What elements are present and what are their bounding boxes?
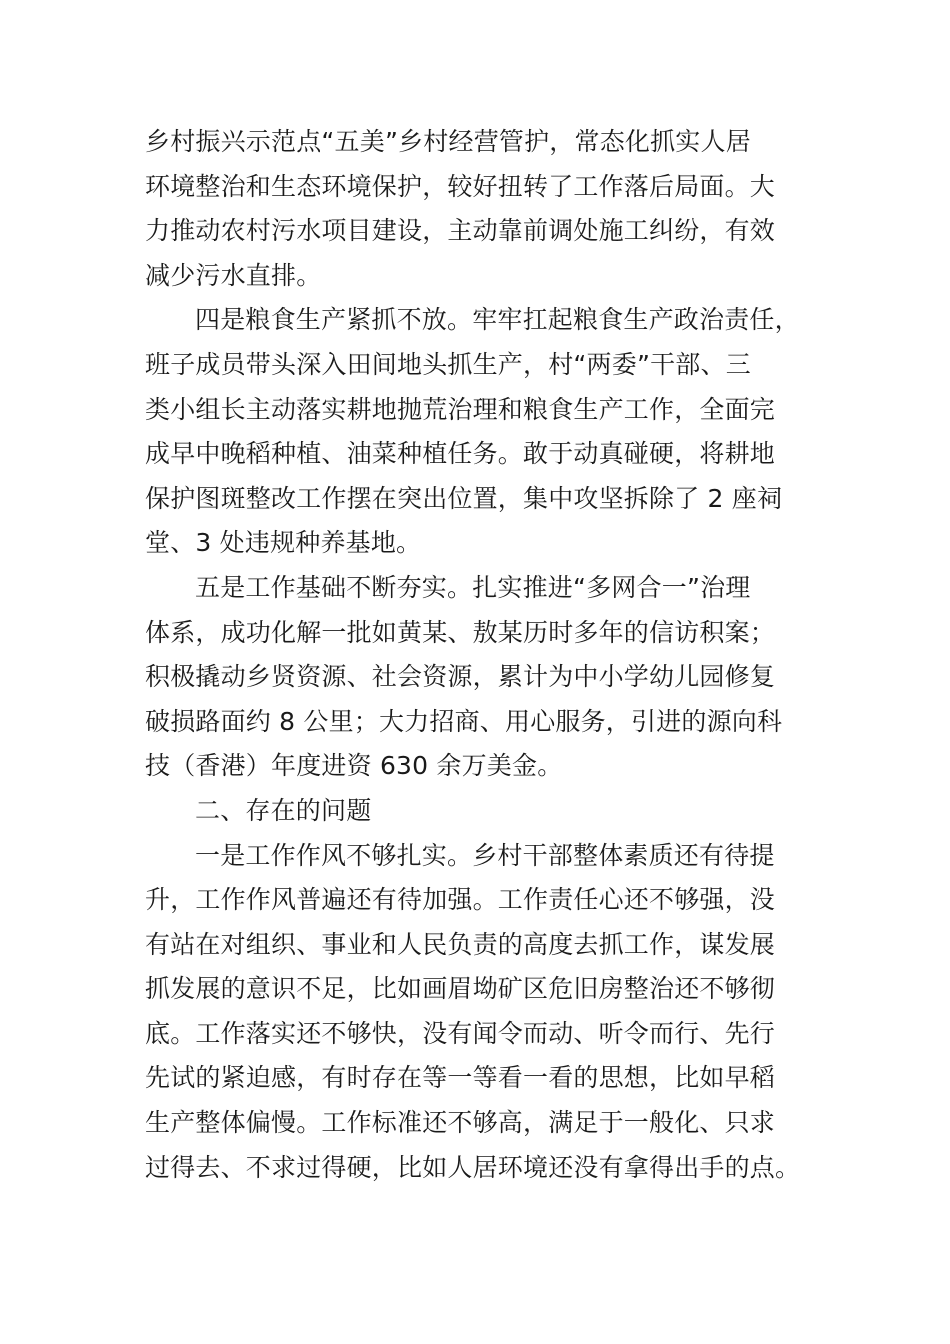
text-line: 抓发展的意识不足，比如画眉坳矿区危旧房整治还不够彻: [145, 974, 776, 1004]
text-line: 破损路面约 8 公里；大力招商、用心服务，引进的源向科: [145, 706, 783, 736]
text-line: 底。工作落实还不够快，没有闻令而动、听令而行、先行: [145, 1018, 776, 1048]
text-line: 过得去、不求过得硬，比如人居环境还没有拿得出手的点。: [145, 1152, 801, 1182]
text-line: 乡村振兴示范点“五美”乡村经营管护，常态化抓实人居: [145, 127, 751, 156]
text-line: 类小组长主动落实耕地抛荒治理和粮食生产工作，全面完: [145, 394, 776, 424]
text-line: 生产整体偏慢。工作标准还不够高，满足于一般化、只求: [145, 1108, 776, 1138]
section-heading: 二、存在的问题: [195, 795, 372, 825]
paragraph-first-line: 四是粮食生产紧抓不放。牢牢扛起粮食生产政治责任，: [195, 305, 800, 335]
text-line: 减少污水直排。: [145, 260, 322, 290]
text-line: 保护图斑整改工作摆在突出位置，集中攻坚拆除了 2 座祠: [145, 483, 783, 513]
document-body: [145, 120, 805, 1190]
text-line: 先试的紧迫感，有时存在等一等看一看的思想，比如早稻: [145, 1063, 776, 1093]
text-line: 升，工作作风普遍还有待加强。工作责任心还不够强，没: [145, 885, 776, 915]
text-line: 班子成员带头深入田间地头抓生产，村“两委”干部、三: [145, 349, 751, 379]
text-line: 体系，成功化解一批如黄某、敖某历时多年的信访积案；: [145, 617, 776, 647]
paragraph-first-line: 一是工作作风不够扎实。乡村干部整体素质还有待提: [195, 840, 775, 870]
text-line: 有站在对组织、事业和人民负责的高度去抓工作，谋发展: [145, 929, 776, 959]
text-line: 环境整治和生态环境保护，较好扭转了工作落后局面。大: [145, 171, 776, 201]
text-line: 成早中晚稻种植、油菜种植任务。敢于动真碰硬，将耕地: [145, 439, 776, 469]
text-line: 技（香港）年度进资 630 余万美金。: [145, 751, 563, 781]
text-line: 积极撬动乡贤资源、社会资源，累计为中小学幼儿园修复: [145, 662, 776, 692]
text-line: 力推动农村污水项目建设，主动靠前调处施工纠纷，有效: [145, 216, 776, 246]
paragraph-first-line: 五是工作基础不断夯实。扎实推进“多网合一”治理: [195, 572, 751, 602]
text-line: 堂、3 处违规种养基地。: [145, 528, 422, 558]
